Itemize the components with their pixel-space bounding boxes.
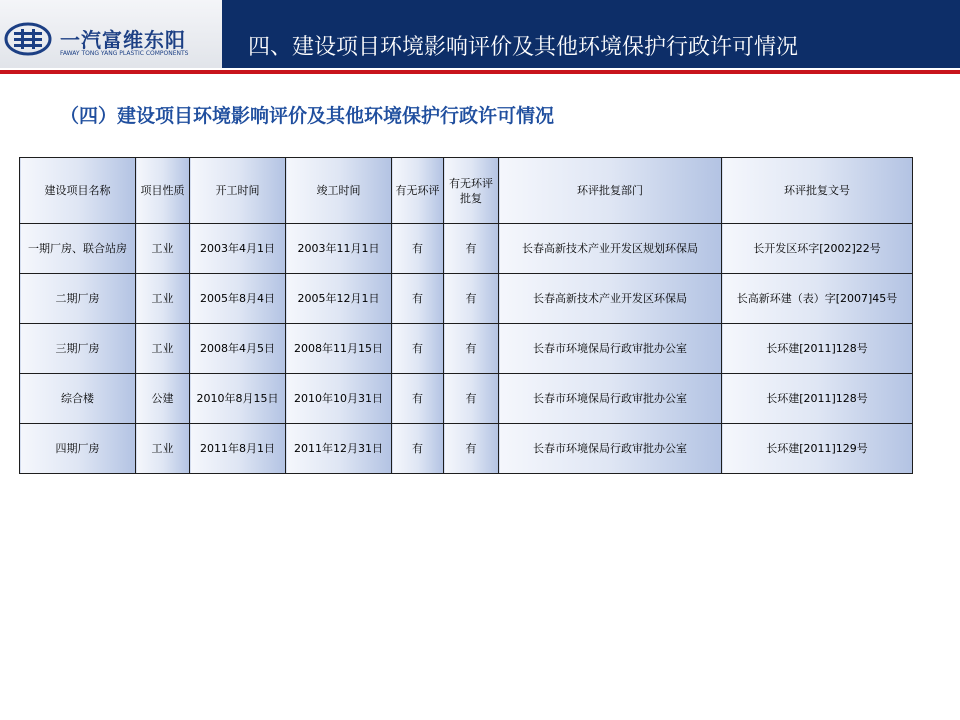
cell-project-type: 公建 <box>136 374 190 424</box>
cell-approval-document: 长环建[2011]128号 <box>722 374 913 424</box>
cell-project-name: 一期厂房、联合站房 <box>20 224 136 274</box>
slide-title: 四、建设项目环境影响评价及其他环境保护行政许可情况 <box>248 35 799 60</box>
column-header-approval-department: 环评批复部门 <box>499 158 722 224</box>
table-header-row <box>20 158 913 224</box>
title-bar <box>222 0 960 68</box>
cell-completion-date: 2008年11月15日 <box>286 324 392 374</box>
logo-area <box>0 0 222 68</box>
cell-start-date: 2003年4月1日 <box>190 224 286 274</box>
table-row <box>20 274 913 324</box>
cell-approval-department: 长春高新技术产业开发区规划环保局 <box>499 224 722 274</box>
cell-project-name: 三期厂房 <box>20 324 136 374</box>
cell-has-eia-approval: 有 <box>444 274 499 324</box>
table-row <box>20 324 913 374</box>
cell-project-name: 二期厂房 <box>20 274 136 324</box>
cell-approval-document: 长环建[2011]129号 <box>722 424 913 474</box>
column-header-has-eia-approval: 有无环评批复 <box>444 158 499 224</box>
brand-name-en: FAWAY TONG YANG PLASTIC COMPONENTS <box>60 50 189 57</box>
cell-approval-document: 长高新环建（表）字[2007]45号 <box>722 274 913 324</box>
faw-logo-icon <box>4 22 52 56</box>
cell-has-eia-approval: 有 <box>444 324 499 374</box>
cell-completion-date: 2005年12月1日 <box>286 274 392 324</box>
cell-project-type: 工业 <box>136 274 190 324</box>
table-row <box>20 424 913 474</box>
column-header-has-eia: 有无环评 <box>392 158 444 224</box>
table-row <box>20 374 913 424</box>
column-header-project-name: 建设项目名称 <box>20 158 136 224</box>
cell-approval-document: 长开发区环字[2002]22号 <box>722 224 913 274</box>
cell-approval-department: 长春市环境保局行政审批办公室 <box>499 424 722 474</box>
cell-has-eia-approval: 有 <box>444 424 499 474</box>
project-permit-table <box>19 157 913 474</box>
table-row <box>20 224 913 274</box>
cell-start-date: 2005年8月4日 <box>190 274 286 324</box>
cell-completion-date: 2010年10月31日 <box>286 374 392 424</box>
cell-start-date: 2011年8月1日 <box>190 424 286 474</box>
column-header-approval-document: 环评批复文号 <box>722 158 913 224</box>
cell-has-eia: 有 <box>392 224 444 274</box>
column-header-start-date: 开工时间 <box>190 158 286 224</box>
section-title: （四）建设项目环境影响评价及其他环境保护行政许可情况 <box>60 105 555 127</box>
cell-completion-date: 2011年12月31日 <box>286 424 392 474</box>
cell-approval-department: 长春市环境保局行政审批办公室 <box>499 324 722 374</box>
cell-has-eia: 有 <box>392 324 444 374</box>
cell-has-eia: 有 <box>392 374 444 424</box>
cell-approval-department: 长春高新技术产业开发区环保局 <box>499 274 722 324</box>
cell-start-date: 2008年4月5日 <box>190 324 286 374</box>
brand-name-cn: 一汽富维东阳 <box>60 28 186 52</box>
slide-header <box>0 0 960 76</box>
cell-has-eia-approval: 有 <box>444 374 499 424</box>
header-divider-red <box>0 70 960 74</box>
cell-project-name: 四期厂房 <box>20 424 136 474</box>
cell-project-type: 工业 <box>136 324 190 374</box>
cell-approval-department: 长春市环境保局行政审批办公室 <box>499 374 722 424</box>
column-header-completion-date: 竣工时间 <box>286 158 392 224</box>
cell-approval-document: 长环建[2011]128号 <box>722 324 913 374</box>
cell-project-type: 工业 <box>136 224 190 274</box>
cell-has-eia-approval: 有 <box>444 224 499 274</box>
cell-has-eia: 有 <box>392 274 444 324</box>
cell-start-date: 2010年8月15日 <box>190 374 286 424</box>
cell-has-eia: 有 <box>392 424 444 474</box>
column-header-project-type: 项目性质 <box>136 158 190 224</box>
cell-project-name: 综合楼 <box>20 374 136 424</box>
cell-project-type: 工业 <box>136 424 190 474</box>
cell-completion-date: 2003年11月1日 <box>286 224 392 274</box>
